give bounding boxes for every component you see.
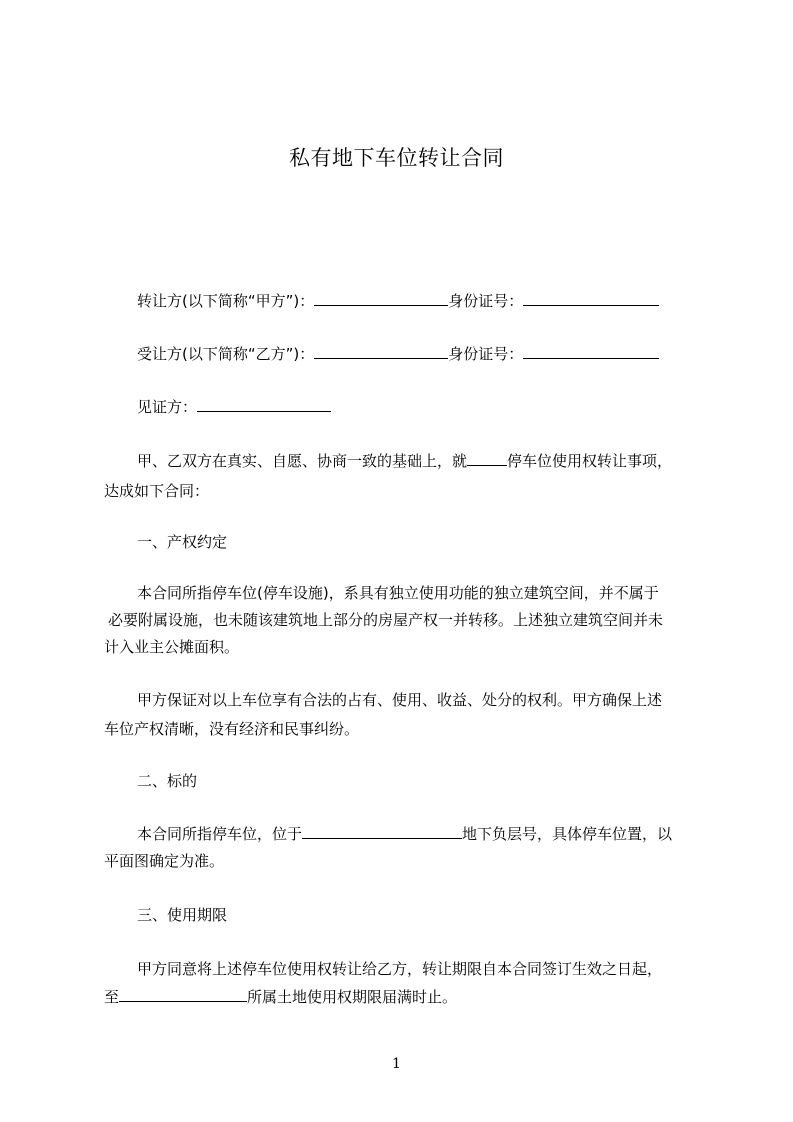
transferee-id-label: 身份证号： — [448, 345, 524, 363]
section3-p1-line1: 甲方同意将上述停车位使用权转让给乙方，转让期限自本合同签订生效之日起， — [137, 960, 663, 978]
transferor-name-blank — [314, 290, 448, 306]
section3-text-2: 所属土地使用权期限届满时止。 — [247, 988, 458, 1006]
transferor-id-blank — [523, 290, 659, 306]
section3-text-1: 至 — [104, 988, 120, 1006]
page-number: 1 — [392, 1056, 401, 1072]
transferee-line — [104, 341, 737, 367]
section2-p1-line2: 平面图确定为准。 — [104, 852, 225, 870]
section1-p1-line2: 必要附属设施，也未随该建筑地上部分的房屋产权一并转移。上述独立建筑空间并未 — [108, 611, 664, 629]
transferor-label: 转让方(以下简称“甲方”)： — [137, 292, 315, 310]
section2-p1-line1 — [104, 821, 737, 847]
section1-p1-line3: 计入业主公摊面积。 — [104, 638, 240, 656]
transferee-name-blank — [314, 343, 448, 359]
transferee-label: 受让方(以下简称“乙方”)： — [137, 345, 315, 363]
parking-address-blank — [302, 823, 462, 839]
witness-label: 见证方： — [137, 398, 198, 416]
section1-p2-line1: 甲方保证对以上车位享有合法的占有、使用、收益、处分的权利。甲方确保上述 — [137, 691, 663, 709]
preamble-line-2: 达成如下合同： — [104, 482, 210, 500]
term-end-blank — [119, 986, 247, 1002]
section2-text-1: 本合同所指停车位，位于 — [137, 825, 303, 843]
section2-heading: 二、标的 — [137, 772, 198, 790]
preamble-text-2: 停车位使用权转让事项， — [507, 452, 673, 470]
section2-text-2: 地下负层号，具体停车位置，以 — [462, 825, 673, 843]
witness-line — [104, 394, 737, 420]
preamble-text-1: 甲、乙双方在真实、自愿、协商一致的基础上，就 — [137, 452, 468, 470]
parking-location-blank — [467, 450, 507, 466]
preamble-line-1 — [104, 448, 737, 474]
section1-p1-line1: 本合同所指停车位(停车设施)，系具有独立使用功能的独立建筑空间，并不属于 — [137, 584, 659, 602]
witness-name-blank — [197, 396, 331, 412]
section1-p2-line2: 车位产权清晰，没有经济和民事纠纷。 — [104, 720, 360, 738]
transferor-line — [104, 288, 737, 314]
section3-p1-line2 — [104, 984, 704, 1010]
section1-heading: 一、产权约定 — [137, 533, 228, 551]
section3-heading: 三、使用期限 — [137, 906, 228, 924]
transferee-id-blank — [523, 343, 659, 359]
transferor-id-label: 身份证号： — [448, 292, 524, 310]
document-title: 私有地下车位转让合同 — [289, 146, 504, 170]
